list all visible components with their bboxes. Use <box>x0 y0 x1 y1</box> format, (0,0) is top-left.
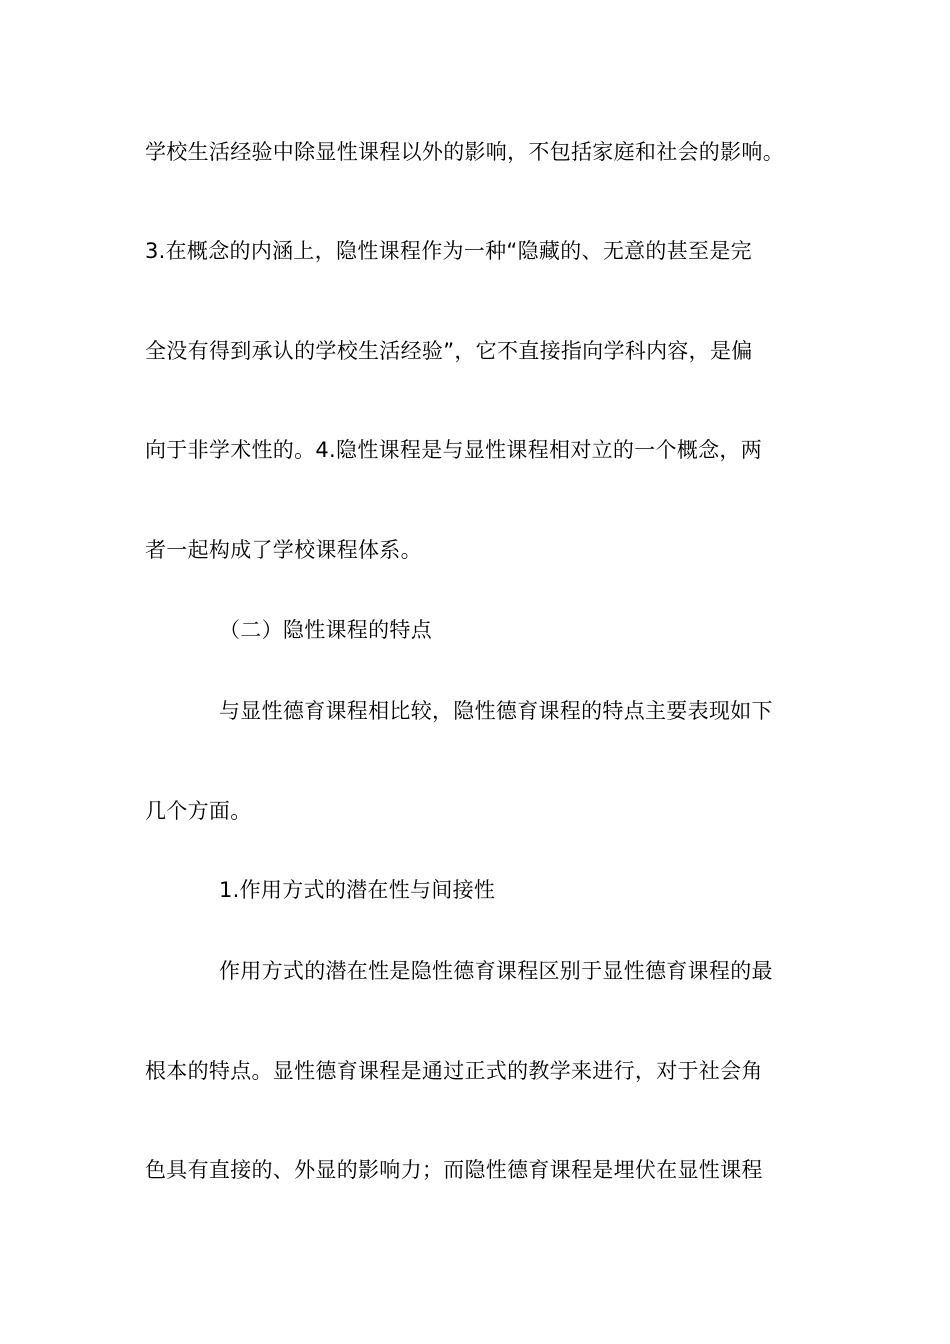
section-heading: （二）隐性课程的特点 <box>219 618 432 642</box>
paragraph-line-2: 3.在概念的内涵上，隐性课程作为一种“隐藏的、无意的甚至是完 <box>145 239 752 263</box>
subsection-heading: 1.作用方式的潜在性与间接性 <box>219 878 496 902</box>
paragraph-line-10: 色具有直接的、外显的影响力；而隐性德育课程是埋伏在显性课程 <box>145 1158 763 1182</box>
paragraph-line-7: 几个方面。 <box>145 799 252 823</box>
paragraph-line-3: 全没有得到承认的学校生活经验”，它不直接指向学科内容，是偏 <box>145 339 753 363</box>
paragraph-line-5: 者一起构成了学校课程体系。 <box>145 538 422 562</box>
paragraph-line-1: 学校生活经验中除显性课程以外的影响，不包括家庭和社会的影响。 <box>145 140 784 164</box>
paragraph-line-4: 向于非学术性的。4.隐性课程是与显性课程相对立的一个概念，两 <box>145 438 763 462</box>
paragraph-line-6: 与显性德育课程相比较，隐性德育课程的特点主要表现如下 <box>219 699 773 723</box>
paragraph-line-8: 作用方式的潜在性是隐性德育课程区别于显性德育课程的最 <box>219 959 773 983</box>
paragraph-line-9: 根本的特点。显性德育课程是通过正式的教学来进行，对于社会角 <box>145 1059 763 1083</box>
